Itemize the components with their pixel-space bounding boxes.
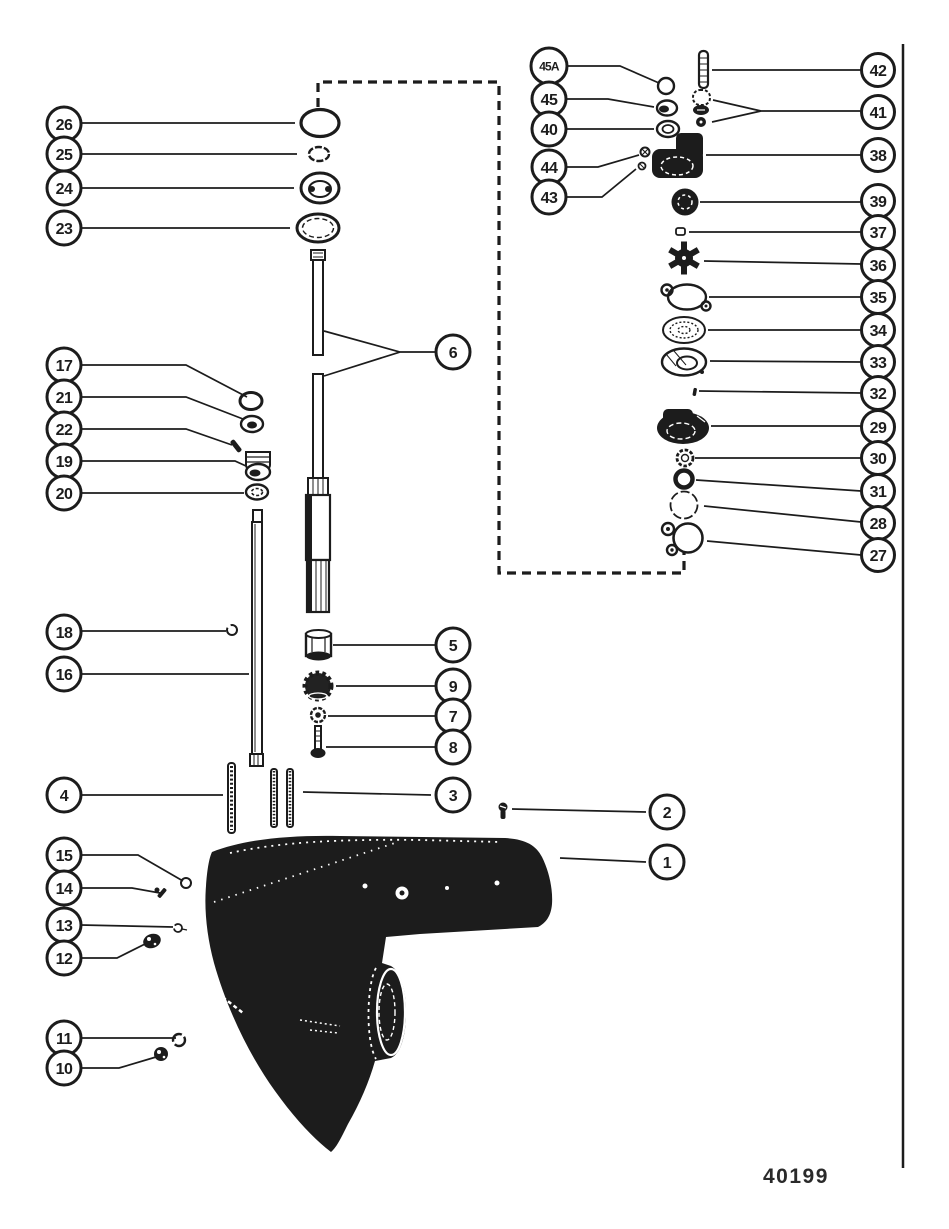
- callout-label: 16: [55, 667, 73, 684]
- callout-label: 22: [55, 422, 73, 439]
- callout-label: 31: [869, 484, 887, 501]
- leader-3: [303, 792, 431, 795]
- callout-35: [862, 281, 895, 314]
- leader-17: [81, 365, 247, 397]
- leader-10: [81, 1057, 156, 1068]
- leader-44: [567, 155, 639, 167]
- part-38-water-tube-elbow: [652, 133, 703, 178]
- callout-29: [862, 411, 895, 444]
- callout-label: 11: [56, 1031, 72, 1048]
- callout-39: [862, 185, 895, 218]
- callout-label: 24: [55, 181, 73, 198]
- callout-23: [47, 211, 81, 245]
- part-16-propeller-shaft: [250, 510, 263, 766]
- callout-12: [47, 941, 81, 975]
- callout-label: 7: [448, 709, 458, 726]
- callout-label: 40: [540, 122, 558, 139]
- leader-33: [710, 361, 861, 362]
- part-7-lock-washer: [311, 708, 325, 722]
- callout-16: [47, 657, 81, 691]
- callout-label: 6: [448, 345, 458, 362]
- part-22-pin: [230, 439, 243, 453]
- part-2-screw: [499, 803, 508, 820]
- callout-32: [862, 377, 895, 410]
- callout-label: 17: [55, 358, 73, 375]
- callout-label: 1: [662, 855, 672, 872]
- callout-34: [862, 314, 895, 347]
- part-44-screw: [641, 148, 650, 157]
- part-8-bolt: [311, 726, 326, 758]
- callout-label: 44: [540, 160, 558, 177]
- part-32-pin: [692, 388, 697, 396]
- part-18-retaining-clip: [227, 625, 237, 635]
- callout-6: [436, 335, 470, 369]
- callout-label: 42: [869, 63, 887, 80]
- callout-label: 43: [540, 190, 558, 207]
- part-25-washer: [309, 147, 329, 161]
- part-35-gasket: [662, 285, 711, 311]
- part-21-bearing: [241, 416, 263, 432]
- callout-label: 30: [869, 451, 887, 468]
- part-37-key: [676, 228, 685, 235]
- part-23-oring: [297, 214, 339, 242]
- leader-1: [560, 858, 646, 862]
- callout-45A: [531, 48, 567, 84]
- part-30-washer: [677, 450, 693, 466]
- callout-label: 34: [869, 323, 887, 340]
- callout-31: [862, 475, 895, 508]
- callout-label: 13: [55, 918, 73, 935]
- part-40-seal: [657, 121, 679, 137]
- part-20-seal-ring: [246, 485, 268, 500]
- callout-label: 23: [55, 221, 73, 238]
- callout-42: [862, 54, 895, 87]
- callout-36: [862, 249, 895, 282]
- callout-10: [47, 1051, 81, 1085]
- leader-45: [567, 99, 654, 107]
- callout-33: [862, 346, 895, 379]
- callout-label: 14: [55, 881, 73, 898]
- callout-22: [47, 412, 81, 446]
- part-27-gasket: [662, 523, 703, 555]
- leader-2: [512, 809, 646, 812]
- part-29-pump-cover: [657, 409, 709, 444]
- callout-label: 21: [55, 390, 73, 407]
- part-36-impeller: [668, 242, 700, 275]
- part-9-pinion-gear: [305, 673, 331, 699]
- leader-15: [81, 855, 183, 881]
- leader-14: [81, 888, 160, 893]
- part-28-oring: [671, 492, 698, 519]
- callout-30: [862, 442, 895, 475]
- callout-label: 5: [448, 638, 458, 655]
- callout-label: 8: [448, 740, 458, 757]
- leader-22: [81, 429, 232, 445]
- part-11-washer: [173, 1034, 185, 1046]
- part-3-spring-pins: [271, 769, 293, 827]
- part-45A-oring: [658, 78, 674, 94]
- part-1-gear-housing: [205, 836, 552, 1152]
- callout-label: 9: [448, 679, 458, 696]
- callout-label: 28: [869, 516, 887, 533]
- callout-label: 35: [869, 290, 887, 307]
- callout-5: [436, 628, 470, 662]
- leader-32: [699, 391, 861, 393]
- callout-13: [47, 908, 81, 942]
- leader-12: [81, 942, 149, 958]
- callout-label: 20: [55, 486, 73, 503]
- callout-27: [862, 539, 895, 572]
- part-24-ball-bearing: [301, 173, 339, 203]
- drawing-number: 40199: [763, 1165, 829, 1188]
- callout-label: 29: [869, 420, 887, 437]
- callout-label: 25: [55, 147, 73, 164]
- leader-36: [704, 261, 861, 264]
- callout-label: 18: [55, 625, 73, 642]
- callout-7: [436, 699, 470, 733]
- part-43-screw: [639, 163, 646, 170]
- part-15-washer: [181, 878, 191, 888]
- callout-label: 37: [869, 225, 887, 242]
- callout-21: [47, 380, 81, 414]
- leader-31: [696, 480, 861, 491]
- part-4-shift-rod: [228, 763, 235, 833]
- callout-label: 45: [540, 92, 558, 109]
- leader-19: [81, 461, 246, 466]
- leader-41: [712, 100, 861, 122]
- callout-37: [862, 216, 895, 249]
- callout-3: [436, 778, 470, 812]
- leader-28: [704, 506, 861, 522]
- assembly-boundary-dashed-box: [318, 82, 684, 573]
- leader-27: [707, 541, 861, 555]
- callout-label: 3: [448, 788, 458, 805]
- callout-label: 33: [869, 355, 887, 372]
- callout-19: [47, 444, 81, 478]
- callout-label: 15: [55, 848, 73, 865]
- callout-24: [47, 171, 81, 205]
- part-10-drain-plug: [154, 1047, 168, 1061]
- callout-1: [650, 845, 684, 879]
- leader-45A: [567, 66, 659, 83]
- callout-label: 45A: [539, 59, 559, 74]
- callout-18: [47, 615, 81, 649]
- callout-label: 36: [869, 258, 887, 275]
- callout-4: [47, 778, 81, 812]
- callout-25: [47, 137, 81, 171]
- callout-15: [47, 838, 81, 872]
- callout-label: 39: [869, 194, 887, 211]
- callout-label: 2: [662, 805, 672, 822]
- leader-21: [81, 397, 243, 419]
- callout-label: 19: [55, 454, 73, 471]
- callout-43: [532, 180, 566, 214]
- part-26-oring: [301, 110, 339, 137]
- part-41-cap-and-seal: [693, 90, 710, 127]
- callout-14: [47, 871, 81, 905]
- part-6-drive-shaft: [306, 250, 330, 612]
- part-12-anode-plug: [141, 931, 163, 950]
- leader-6: [324, 331, 436, 376]
- part-33-pump-base: [662, 349, 706, 376]
- part-19-bearing-carrier: [246, 452, 270, 480]
- callout-label: 38: [869, 148, 887, 165]
- callout-8: [436, 730, 470, 764]
- callout-label: 41: [869, 105, 887, 122]
- callout-2: [650, 795, 684, 829]
- part-13-fitting: [174, 924, 187, 932]
- callout-40: [532, 112, 566, 146]
- callout-label: 27: [869, 548, 887, 565]
- part-42-dowel-pin: [699, 51, 708, 88]
- callout-28: [862, 507, 895, 540]
- callout-label: 32: [869, 386, 887, 403]
- part-45-bearing: [657, 101, 677, 116]
- leader-43: [567, 169, 636, 197]
- callout-label: 4: [59, 788, 69, 805]
- callout-41: [862, 96, 895, 129]
- callout-label: 26: [55, 117, 73, 134]
- callout-20: [47, 476, 81, 510]
- part-31-seal-ring: [676, 471, 693, 488]
- part-39-bearing: [672, 189, 699, 216]
- leader-13: [81, 925, 173, 927]
- callout-label: 10: [55, 1061, 73, 1078]
- callout-label: 12: [55, 951, 73, 968]
- callout-38: [862, 139, 895, 172]
- part-5-bearing: [306, 630, 331, 661]
- callout-17: [47, 348, 81, 382]
- part-34-face-plate: [663, 317, 705, 343]
